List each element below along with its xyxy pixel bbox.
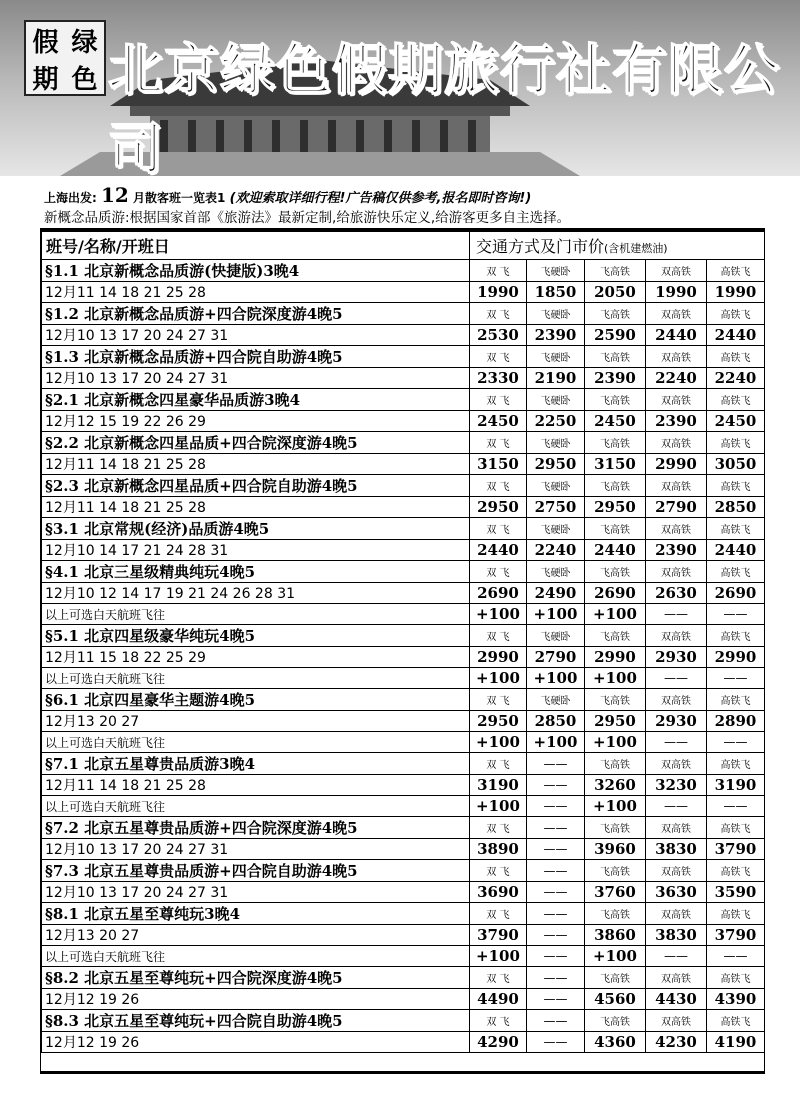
tour-title-row (42, 1010, 765, 1032)
daytime-flight-row (42, 796, 765, 817)
price-cell: 3890 (470, 839, 527, 860)
not-available-cell: —— (527, 1032, 585, 1053)
tour-title-row (42, 389, 765, 411)
not-available-cell: —— (646, 796, 707, 817)
transport-label: 双高铁 (646, 346, 707, 368)
price-cell: 2530 (470, 325, 527, 346)
transport-label: 双 飞 (470, 389, 527, 411)
tour-name: §4.1 北京三星级精典纯玩4晚5 (42, 561, 470, 583)
tour-name: §3.1 北京常规(经济)品质游4晚5 (42, 518, 470, 540)
tour-name: §8.3 北京五星至尊纯玩+四合院自助游4晚5 (42, 1010, 470, 1032)
tour-title-row (42, 475, 765, 497)
price-cell: 3590 (707, 882, 765, 903)
month-number: 12 (101, 183, 129, 207)
price-cell: 2990 (585, 647, 646, 668)
price-cell: 3860 (585, 925, 646, 946)
price-cell: 2950 (470, 497, 527, 518)
price-cell: 1850 (527, 282, 585, 303)
tour-title-row (42, 303, 765, 325)
transport-label: 飞高铁 (585, 260, 646, 282)
tour-price-row (42, 839, 765, 860)
transport-label: 双 飞 (470, 817, 527, 839)
price-cell: 2790 (646, 497, 707, 518)
price-cell: 1990 (707, 282, 765, 303)
not-available-cell: —— (646, 668, 707, 689)
price-cell: 2690 (707, 583, 765, 604)
transport-label: 高铁飞 (707, 561, 765, 583)
price-cell: 2850 (707, 497, 765, 518)
price-table (40, 228, 765, 1074)
tour-name: §8.1 北京五星至尊纯玩3晚4 (42, 903, 470, 925)
transport-label: 双高铁 (646, 389, 707, 411)
tour-price-row (42, 540, 765, 561)
tour-name: §1.1 北京新概念品质游(快捷版)3晚4 (42, 260, 470, 282)
transport-label: 双高铁 (646, 475, 707, 497)
not-available-cell: —— (527, 753, 585, 775)
tour-price-row (42, 775, 765, 796)
tour-title-row (42, 967, 765, 989)
surcharge-cell: +100 (470, 668, 527, 689)
price-cell: 2950 (527, 454, 585, 475)
transport-label: 双 飞 (470, 260, 527, 282)
price-cell: 3190 (707, 775, 765, 796)
price-cell: 2850 (527, 711, 585, 732)
tour-title-row (42, 753, 765, 775)
transport-label: 双 飞 (470, 432, 527, 454)
tour-name: §7.3 北京五星尊贵品质游+四合院自助游4晚5 (42, 860, 470, 882)
header-banner (0, 0, 800, 176)
price-cell: 2990 (707, 647, 765, 668)
surcharge-cell: +100 (527, 604, 585, 625)
transport-label: 高铁飞 (707, 303, 765, 325)
departure-dates: 12月10 13 17 20 24 27 31 (42, 368, 470, 389)
not-available-cell: —— (527, 817, 585, 839)
not-available-cell: —— (707, 604, 765, 625)
price-cell: 2490 (527, 583, 585, 604)
price-cell: 3150 (585, 454, 646, 475)
price-cell: 3630 (646, 882, 707, 903)
price-cell: 4390 (707, 989, 765, 1010)
transport-label: 飞硬卧 (527, 475, 585, 497)
transport-label: 高铁飞 (707, 860, 765, 882)
column-header-route: 班号/名称/开班日 (42, 232, 470, 260)
price-cell: 2950 (585, 711, 646, 732)
transport-label: 双 飞 (470, 625, 527, 647)
advert-note: (欢迎索取详细行程!广告稿仅供参考,报名即时咨询!) (229, 191, 532, 206)
not-available-cell: —— (527, 775, 585, 796)
tour-price-row (42, 497, 765, 518)
intro-description: 新概念品质游:根据国家首部《旅游法》最新定制,给旅游快乐定义,给游客更多自主选择。 (44, 210, 571, 226)
departure-dates: 12月13 20 27 (42, 711, 470, 732)
transport-label: 飞硬卧 (527, 346, 585, 368)
price-cell: 1990 (470, 282, 527, 303)
price-cell: 4290 (470, 1032, 527, 1053)
transport-label: 双 飞 (470, 753, 527, 775)
transport-label: 飞高铁 (585, 753, 646, 775)
departure-dates: 12月12 15 19 22 26 29 (42, 411, 470, 432)
transport-label: 双 飞 (470, 561, 527, 583)
price-cell: 2450 (707, 411, 765, 432)
transport-label: 高铁飞 (707, 753, 765, 775)
price-cell: 2440 (585, 540, 646, 561)
transport-label: 飞高铁 (585, 346, 646, 368)
not-available-cell: —— (527, 796, 585, 817)
transport-label: 高铁飞 (707, 346, 765, 368)
price-cell: 2950 (470, 711, 527, 732)
tour-title-row (42, 625, 765, 647)
transport-label: 飞高铁 (585, 518, 646, 540)
transport-label: 高铁飞 (707, 903, 765, 925)
departure-dates: 12月11 14 18 21 25 28 (42, 775, 470, 796)
not-available-cell: —— (527, 860, 585, 882)
transport-label: 飞高铁 (585, 625, 646, 647)
not-available-cell: —— (527, 967, 585, 989)
transport-label: 双 飞 (470, 346, 527, 368)
price-cell: 4430 (646, 989, 707, 1010)
tour-name: §7.2 北京五星尊贵品质游+四合院深度游4晚5 (42, 817, 470, 839)
price-cell: 3690 (470, 882, 527, 903)
transport-label: 双 飞 (470, 860, 527, 882)
price-cell: 2440 (707, 540, 765, 561)
price-cell: 3260 (585, 775, 646, 796)
price-cell: 4230 (646, 1032, 707, 1053)
tour-title-row (42, 432, 765, 454)
transport-label: 飞高铁 (585, 903, 646, 925)
price-cell: 3760 (585, 882, 646, 903)
transport-label: 双 飞 (470, 967, 527, 989)
tour-title-row (42, 518, 765, 540)
price-cell: 3790 (707, 925, 765, 946)
schedule-title: 月散客班一览表1 (133, 191, 226, 205)
transport-label: 飞高铁 (585, 817, 646, 839)
tour-price-row (42, 411, 765, 432)
departure-dates: 12月11 15 18 22 25 29 (42, 647, 470, 668)
transport-label: 双高铁 (646, 689, 707, 711)
transport-label: 飞高铁 (585, 432, 646, 454)
transport-label: 飞高铁 (585, 389, 646, 411)
transport-label: 双高铁 (646, 303, 707, 325)
tour-name: §1.2 北京新概念品质游+四合院深度游4晚5 (42, 303, 470, 325)
transport-label: 飞硬卧 (527, 689, 585, 711)
departure-dates: 12月12 19 26 (42, 1032, 470, 1053)
tour-name: §6.1 北京四星豪华主题游4晚5 (42, 689, 470, 711)
tour-title-row (42, 689, 765, 711)
daytime-flight-row (42, 732, 765, 753)
price-cell: 2990 (646, 454, 707, 475)
transport-label: 双高铁 (646, 260, 707, 282)
price-cell: 2750 (527, 497, 585, 518)
surcharge-cell: +100 (585, 946, 646, 967)
transport-label: 双高铁 (646, 903, 707, 925)
price-cell: 4360 (585, 1032, 646, 1053)
daytime-flight-note: 以上可选白天航班飞往 (42, 796, 470, 817)
not-available-cell: —— (527, 925, 585, 946)
price-cell: 3830 (646, 925, 707, 946)
price-cell: 2690 (585, 583, 646, 604)
transport-label: 双高铁 (646, 860, 707, 882)
not-available-cell: —— (527, 903, 585, 925)
transport-label: 双高铁 (646, 625, 707, 647)
tour-title-row (42, 903, 765, 925)
price-cell: 3190 (470, 775, 527, 796)
price-cell: 2440 (646, 325, 707, 346)
price-cell: 2390 (646, 411, 707, 432)
price-cell: 2630 (646, 583, 707, 604)
transport-label: 高铁飞 (707, 389, 765, 411)
transport-label: 高铁飞 (707, 625, 765, 647)
price-cell: 4560 (585, 989, 646, 1010)
tour-price-row (42, 989, 765, 1010)
price-cell: 4190 (707, 1032, 765, 1053)
tour-name: §2.3 北京新概念四星品质+四合院自助游4晚5 (42, 475, 470, 497)
tour-name: §2.1 北京新概念四星豪华品质游3晚4 (42, 389, 470, 411)
tour-price-row (42, 583, 765, 604)
not-available-cell: —— (527, 946, 585, 967)
not-available-cell: —— (707, 946, 765, 967)
daytime-flight-note: 以上可选白天航班飞往 (42, 604, 470, 625)
price-cell: 2440 (707, 325, 765, 346)
transport-label: 飞高铁 (585, 689, 646, 711)
tour-price-row (42, 325, 765, 346)
price-cell: 3150 (470, 454, 527, 475)
surcharge-cell: +100 (527, 668, 585, 689)
transport-label: 双高铁 (646, 432, 707, 454)
transport-label: 双高铁 (646, 817, 707, 839)
table-header-row (42, 232, 765, 260)
departure-dates: 12月10 13 17 20 24 27 31 (42, 839, 470, 860)
tour-title-row (42, 346, 765, 368)
transport-label: 双高铁 (646, 561, 707, 583)
surcharge-cell: +100 (585, 668, 646, 689)
price-cell: 2450 (470, 411, 527, 432)
transport-label: 双 飞 (470, 689, 527, 711)
price-cell: 2250 (527, 411, 585, 432)
surcharge-cell: +100 (470, 946, 527, 967)
transport-label: 高铁飞 (707, 518, 765, 540)
price-cell: 2990 (470, 647, 527, 668)
tour-price-row (42, 282, 765, 303)
surcharge-cell: +100 (585, 732, 646, 753)
daytime-flight-row (42, 668, 765, 689)
price-cell: 2440 (470, 540, 527, 561)
departure-dates: 12月10 13 17 20 24 27 31 (42, 325, 470, 346)
not-available-cell: —— (707, 668, 765, 689)
tour-price-row (42, 1032, 765, 1053)
transport-label: 双高铁 (646, 518, 707, 540)
not-available-cell: —— (527, 989, 585, 1010)
surcharge-cell: +100 (470, 796, 527, 817)
not-available-cell: —— (527, 839, 585, 860)
price-cell: 2950 (585, 497, 646, 518)
price-cell: 4490 (470, 989, 527, 1010)
departure-dates: 12月12 19 26 (42, 989, 470, 1010)
price-cell: 1990 (646, 282, 707, 303)
tour-title-row (42, 260, 765, 282)
not-available-cell: —— (707, 796, 765, 817)
price-cell: 2450 (585, 411, 646, 432)
price-cell: 2690 (470, 583, 527, 604)
transport-label: 高铁飞 (707, 1010, 765, 1032)
departure-dates: 12月11 14 18 21 25 28 (42, 282, 470, 303)
transport-label: 飞高铁 (585, 561, 646, 583)
transport-label: 双 飞 (470, 518, 527, 540)
departure-dates: 12月10 13 17 20 24 27 31 (42, 882, 470, 903)
transport-label: 高铁飞 (707, 689, 765, 711)
price-cell: 2930 (646, 647, 707, 668)
price-cell: 2930 (646, 711, 707, 732)
transport-label: 飞高铁 (585, 475, 646, 497)
transport-label: 高铁飞 (707, 475, 765, 497)
price-cell: 2240 (646, 368, 707, 389)
price-cell: 3230 (646, 775, 707, 796)
not-available-cell: —— (707, 732, 765, 753)
transport-label: 飞硬卧 (527, 561, 585, 583)
tour-title-row (42, 817, 765, 839)
tour-name: §2.2 北京新概念四星品质+四合院深度游4晚5 (42, 432, 470, 454)
transport-label: 双高铁 (646, 1010, 707, 1032)
price-cell: 3050 (707, 454, 765, 475)
transport-label: 双 飞 (470, 475, 527, 497)
tour-price-row (42, 925, 765, 946)
tour-title-row (42, 561, 765, 583)
price-cell: 2790 (527, 647, 585, 668)
transport-label: 高铁飞 (707, 260, 765, 282)
price-cell: 2240 (707, 368, 765, 389)
not-available-cell: —— (646, 732, 707, 753)
not-available-cell: —— (527, 882, 585, 903)
transport-label: 飞硬卧 (527, 260, 585, 282)
transport-label: 飞硬卧 (527, 432, 585, 454)
transport-label: 高铁飞 (707, 967, 765, 989)
transport-label: 双 飞 (470, 903, 527, 925)
tour-name: §5.1 北京四星级豪华纯玩4晚5 (42, 625, 470, 647)
not-available-cell: —— (527, 1010, 585, 1032)
daytime-flight-note: 以上可选白天航班飞往 (42, 732, 470, 753)
tour-price-row (42, 368, 765, 389)
transport-label: 飞高铁 (585, 860, 646, 882)
company-name: 北京绿色假期旅行社有限公司 (108, 38, 781, 176)
transport-label: 双高铁 (646, 753, 707, 775)
transport-label: 飞硬卧 (527, 303, 585, 325)
price-cell: 3790 (707, 839, 765, 860)
transport-label: 飞高铁 (585, 1010, 646, 1032)
surcharge-cell: +100 (470, 732, 527, 753)
price-cell: 2190 (527, 368, 585, 389)
daytime-flight-row (42, 946, 765, 967)
price-cell: 2390 (527, 325, 585, 346)
not-available-cell: —— (646, 604, 707, 625)
price-cell: 2890 (707, 711, 765, 732)
tour-price-row (42, 454, 765, 475)
price-cell: 2390 (646, 540, 707, 561)
transport-label: 飞硬卧 (527, 389, 585, 411)
transport-label: 双 飞 (470, 303, 527, 325)
price-cell: 3960 (585, 839, 646, 860)
daytime-flight-note: 以上可选白天航班飞往 (42, 946, 470, 967)
tour-price-row (42, 882, 765, 903)
departure-dates: 12月10 12 14 17 19 21 24 26 28 31 (42, 583, 470, 604)
departure-dates: 12月11 14 18 21 25 28 (42, 454, 470, 475)
departure-dates: 12月13 20 27 (42, 925, 470, 946)
tour-name: §1.3 北京新概念品质游+四合院自助游4晚5 (42, 346, 470, 368)
transport-label: 飞高铁 (585, 303, 646, 325)
surcharge-cell: +100 (527, 732, 585, 753)
surcharge-cell: +100 (585, 604, 646, 625)
not-available-cell: —— (646, 946, 707, 967)
transport-label: 飞硬卧 (527, 518, 585, 540)
transport-label: 高铁飞 (707, 432, 765, 454)
price-cell: 2050 (585, 282, 646, 303)
price-cell: 2240 (527, 540, 585, 561)
tour-title-row (42, 860, 765, 882)
price-cell: 3830 (646, 839, 707, 860)
transport-label: 飞硬卧 (527, 625, 585, 647)
transport-label: 高铁飞 (707, 817, 765, 839)
transport-label: 飞高铁 (585, 967, 646, 989)
tour-name: §7.1 北京五星尊贵品质游3晚4 (42, 753, 470, 775)
tour-name: §8.2 北京五星至尊纯玩+四合院深度游4晚5 (42, 967, 470, 989)
daytime-flight-note: 以上可选白天航班飞往 (42, 668, 470, 689)
transport-label: 双 飞 (470, 1010, 527, 1032)
surcharge-cell: +100 (585, 796, 646, 817)
surcharge-cell: +100 (470, 604, 527, 625)
price-cell: 2390 (585, 368, 646, 389)
column-header-transport: 交通方式及门市价(含机建燃油) (470, 232, 765, 260)
tour-price-row (42, 711, 765, 732)
transport-label: 双高铁 (646, 967, 707, 989)
company-logo: 假 绿 期 色 (24, 20, 106, 96)
price-cell: 2590 (585, 325, 646, 346)
tour-price-row (42, 647, 765, 668)
departure-line (44, 183, 531, 207)
departure-dates: 12月11 14 18 21 25 28 (42, 497, 470, 518)
departure-dates: 12月10 14 17 21 24 28 31 (42, 540, 470, 561)
departure-prefix: 上海出发: (44, 191, 97, 205)
daytime-flight-row (42, 604, 765, 625)
price-cell: 2330 (470, 368, 527, 389)
price-cell: 3790 (470, 925, 527, 946)
